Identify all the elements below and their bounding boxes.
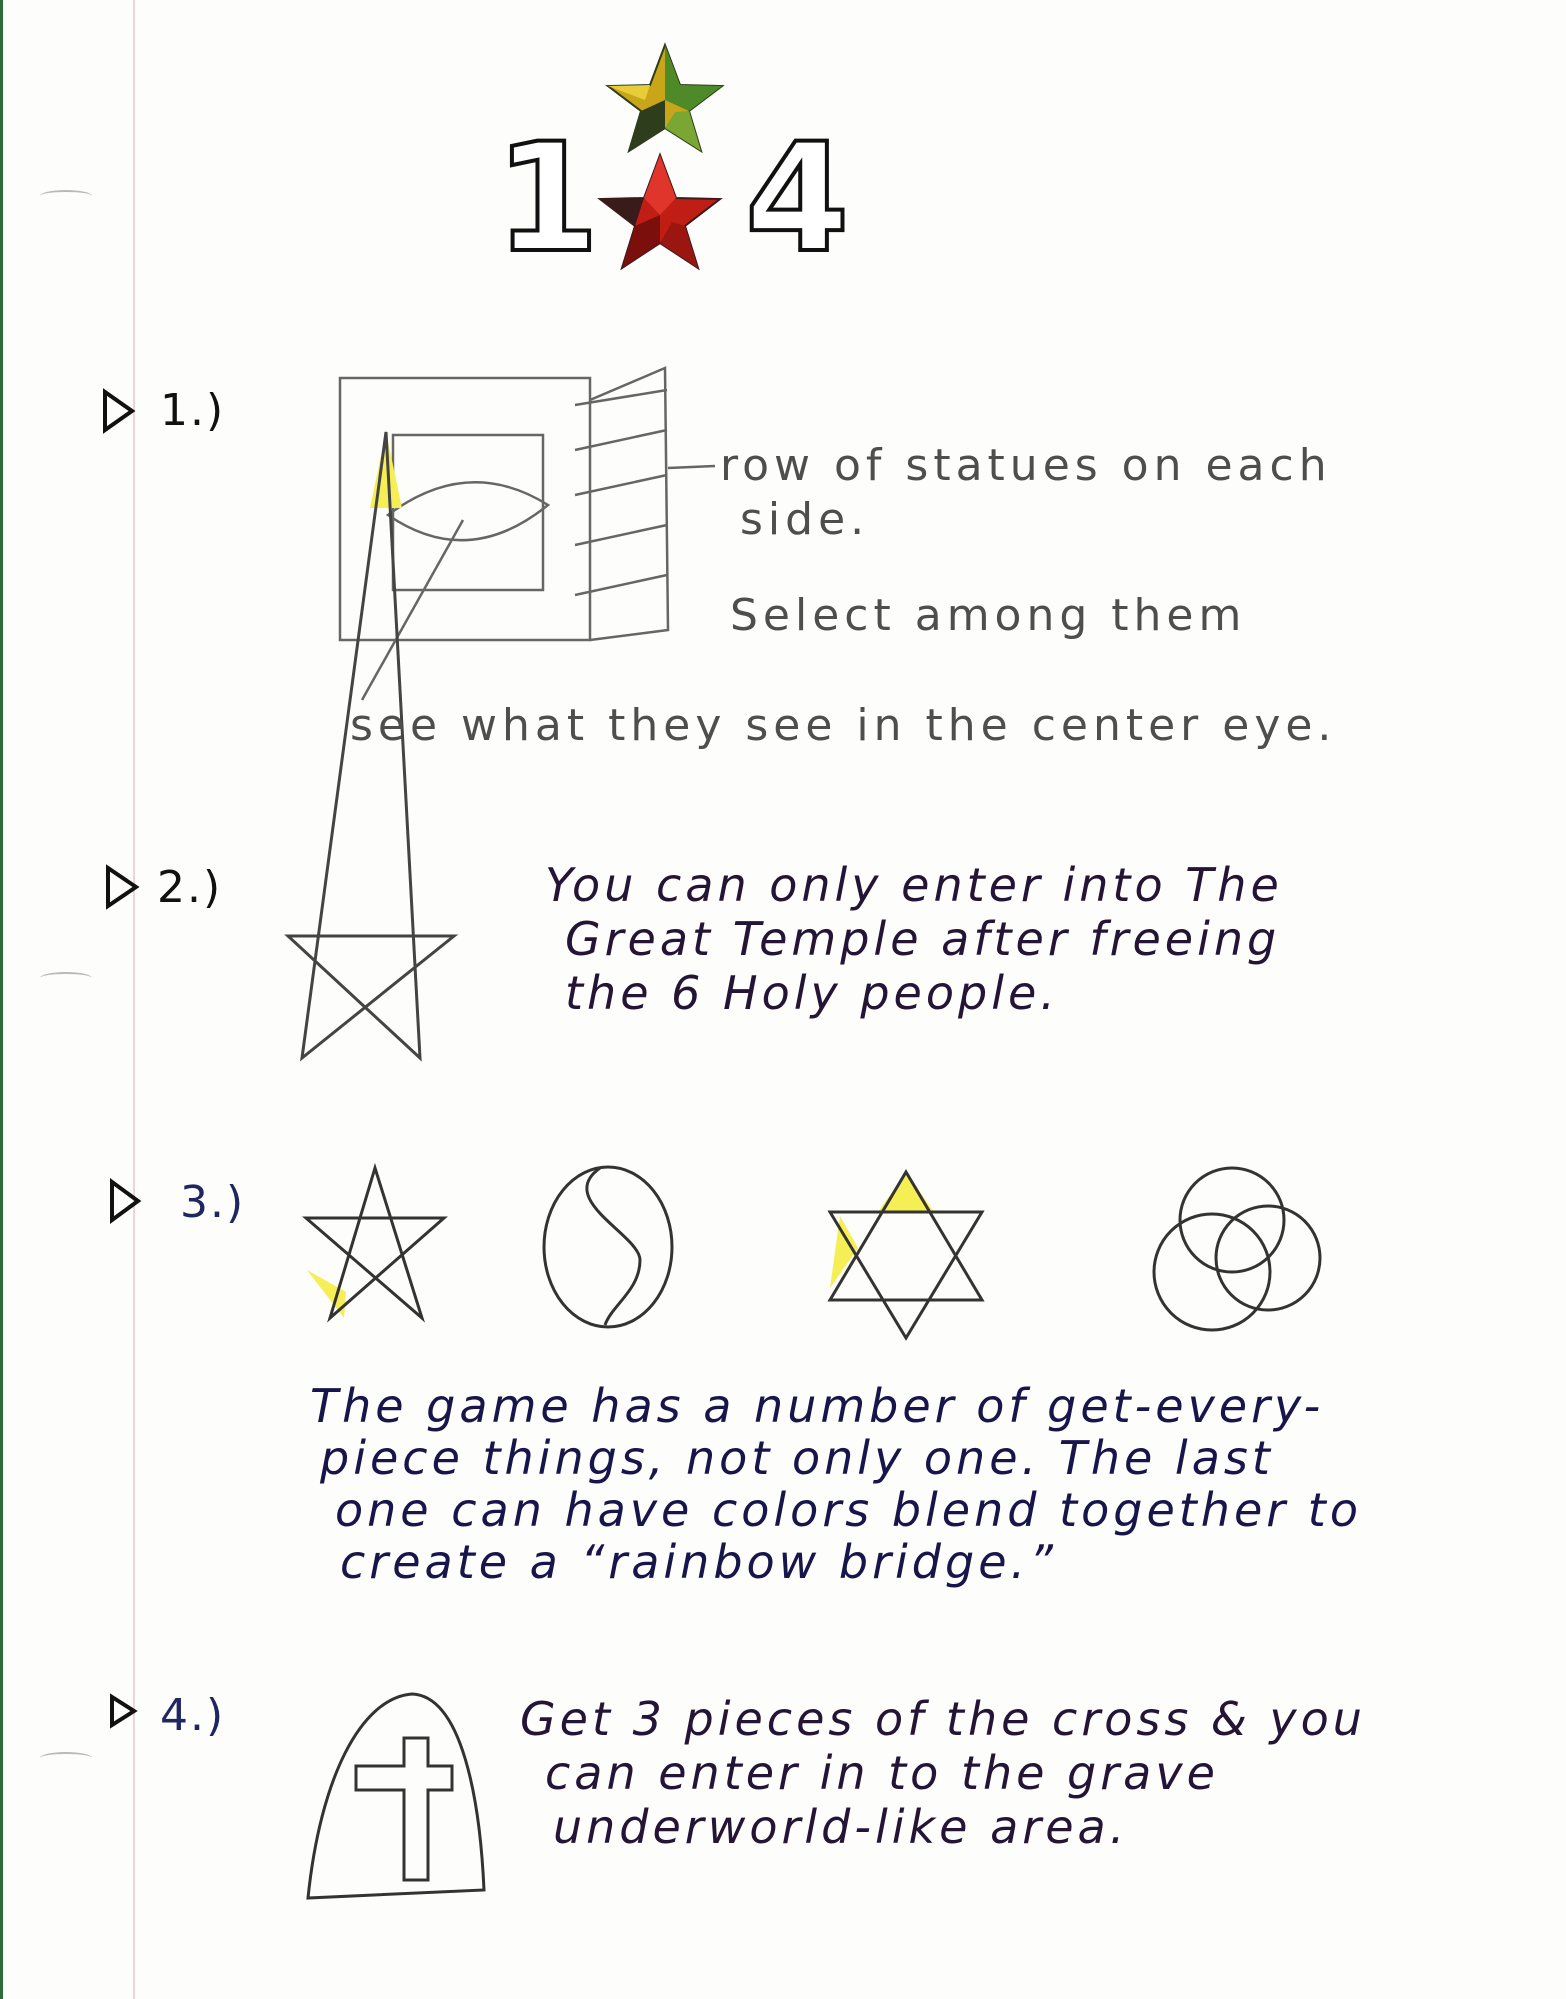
item-3-note-line-1: The game has a number of get-every-	[310, 1379, 1325, 1433]
hexagram-icon	[830, 1172, 982, 1338]
title-digit-right: 4	[745, 112, 850, 286]
item-4-note-line-3: underworld-like area.	[553, 1800, 1129, 1854]
item-1-note-line-4: see what they see in the center eye.	[350, 700, 1337, 751]
item-1-note-line-3: Select among them	[730, 590, 1247, 641]
gold-green-star-sticker-icon	[608, 45, 722, 151]
item-3-label: 3.)	[180, 1177, 246, 1228]
triple-circle-icon	[1154, 1168, 1320, 1330]
item-3-note-line-4: create a “rainbow bridge.”	[340, 1535, 1057, 1589]
triangle-bullet-icon	[112, 1697, 134, 1725]
item-3-note-line-2: piece things, not only one. The last	[320, 1431, 1274, 1485]
item-4-label: 4.)	[160, 1690, 226, 1741]
red-star-sticker-icon	[600, 155, 720, 268]
pentagram-icon	[306, 1168, 444, 1318]
item-4-note-line-1: Get 3 pieces of the cross & you	[520, 1692, 1366, 1746]
yin-yang-icon	[544, 1167, 672, 1327]
item-1-note-line-1: row of statues on each	[720, 440, 1332, 491]
item-2-label: 2.)	[157, 862, 223, 913]
triangle-bullet-icon	[108, 868, 136, 906]
item-1-label: 1.)	[160, 385, 226, 436]
item-2-note-line-3: the 6 Holy people.	[565, 966, 1059, 1020]
item-4-note-line-2: can enter in to the grave	[545, 1746, 1219, 1800]
tombstone-cross-icon	[308, 1694, 484, 1898]
triangle-bullet-icon	[105, 392, 132, 430]
item-3-note-line-3: one can have colors blend together to	[335, 1483, 1362, 1537]
temple-statues-sketch	[340, 368, 715, 700]
item-2-note-line-2: Great Temple after freeing	[565, 912, 1281, 966]
item-2-note-line-1: You can only enter into The	[545, 858, 1283, 912]
item-1-note-line-2: side.	[740, 494, 870, 545]
triangle-bullet-icon	[112, 1182, 138, 1220]
title-digit-left: 1	[495, 112, 600, 286]
